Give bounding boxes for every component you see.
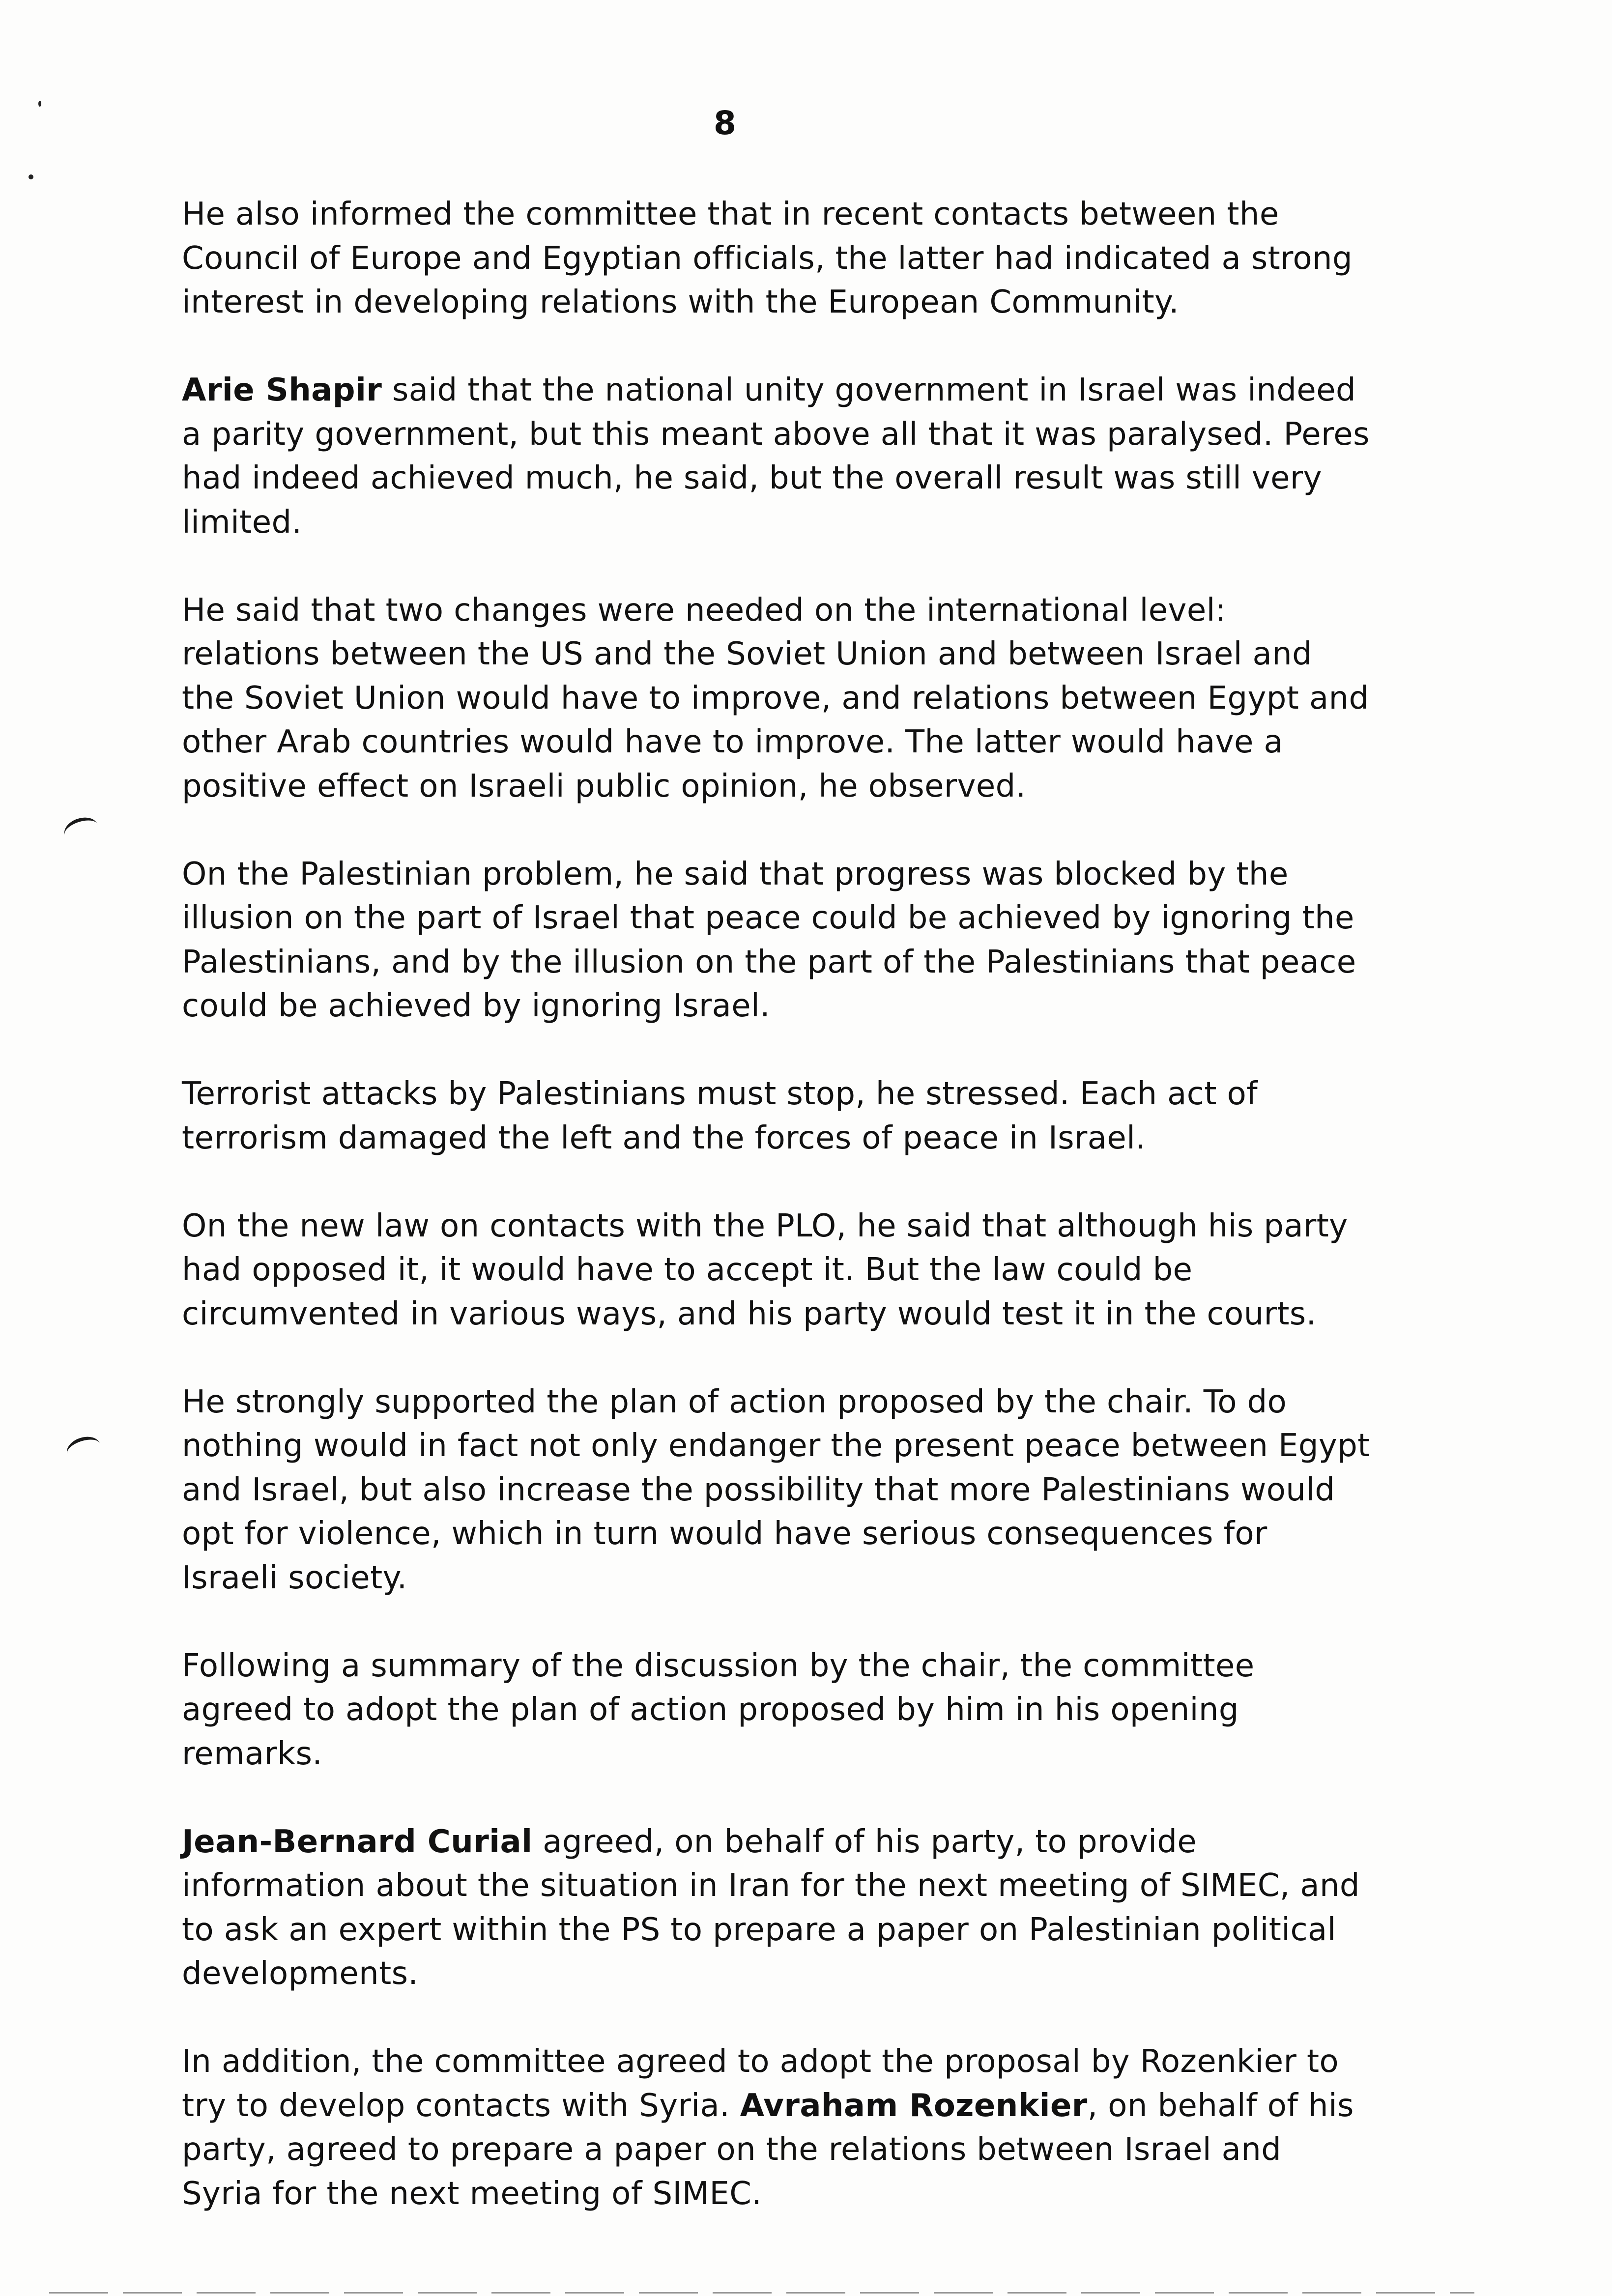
paragraph-2-text: said that the national unity government in Israel was indeed a parity government, but this meant above all that it was paralysed. Peres had indeed achieved much, he said, but the overall result was still very limited. <box>182 372 1370 541</box>
paragraph-9 <box>182 1820 1371 1996</box>
paragraph-9-text: agreed, on behalf of his party, to provide information about the situation in Iran for the next meeting of SIMEC, and to ask an expert within the PS to prepare a paper on Palestinian political developments. <box>182 1823 1360 1992</box>
paragraph-4-text: On the Palestinian problem, he said that progress was blocked by the illusion on the part of Israel that peace could be achieved by ignoring the Palestinians, and by the illusion on the part of the Palestinians that peace could be achieved by ignoring Israel. <box>182 856 1356 1024</box>
paragraph-7 <box>182 1380 1371 1601</box>
paragraph-3 <box>182 589 1371 809</box>
bottom-scan-edge <box>49 2292 1474 2294</box>
paragraph-4 <box>182 853 1371 1029</box>
paragraph-5 <box>182 1072 1371 1160</box>
paragraph-10-text: , on behalf of his party, agreed to prepare a paper on the relations between Israel and Syria for the next meeting of SIMEC. <box>182 2087 1354 2212</box>
paragraph-5-text: Terrorist attacks by Palestinians must stop, he stressed. Each act of terrorism damaged the left and the forces of peace in Israel. <box>182 1076 1258 1156</box>
paragraph-8 <box>182 1644 1371 1777</box>
paragraph-1-text: He also informed the committee that in recent contacts between the Council of Europe and Egyptian officials, the latter had indicated a strong interest in developing relations with the European Community. <box>182 196 1353 320</box>
paragraph-6-text: On the new law on contacts with the PLO, he said that although his party had opposed it, it would have to accept it. But the law could be circumvented in various ways, and his party would test it in the courts. <box>182 1207 1348 1332</box>
paragraph-7-text: He strongly supported the plan of action proposed by the chair. To do nothing would in fact not only endanger the present peace between Egypt and Israel, but also increase the possibility that more Palestinians would opt for violence, which in turn would have serious consequences for Israeli society. <box>182 1383 1370 1596</box>
paragraph-2 <box>182 369 1371 545</box>
scan-speck <box>29 174 33 179</box>
speaker-name: Jean-Bernard Curial <box>182 1823 533 1860</box>
punch-hole-mark <box>61 813 101 846</box>
speaker-name: Avraham Rozenkier <box>740 2087 1088 2124</box>
paragraph-10-lead: In addition, the committee agreed to adopt the proposal by Rozenkier to try to develop contacts with Syria. <box>182 2043 1339 2124</box>
document-body <box>182 193 1371 2260</box>
paragraph-1 <box>182 193 1371 325</box>
paragraph-3-text: He said that two changes were needed on the international level: relations between the US and the Soviet Union and between Israel and the Soviet Union would have to improve, and relations between Egypt and other Arab countries would have to improve. The latter would have a positive effect on Israeli public opinion, he observed. <box>182 592 1369 804</box>
scan-speck <box>38 101 41 107</box>
paragraph-8-text: Following a summary of the discussion by the chair, the committee agreed to adopt the plan of action proposed by him in his opening remarks. <box>182 1647 1255 1772</box>
punch-hole-mark <box>63 1433 103 1465</box>
paragraph-6 <box>182 1205 1371 1337</box>
paragraph-10 <box>182 2040 1371 2216</box>
page-number: 8 <box>714 104 736 142</box>
speaker-name: Arie Shapir <box>182 372 382 408</box>
